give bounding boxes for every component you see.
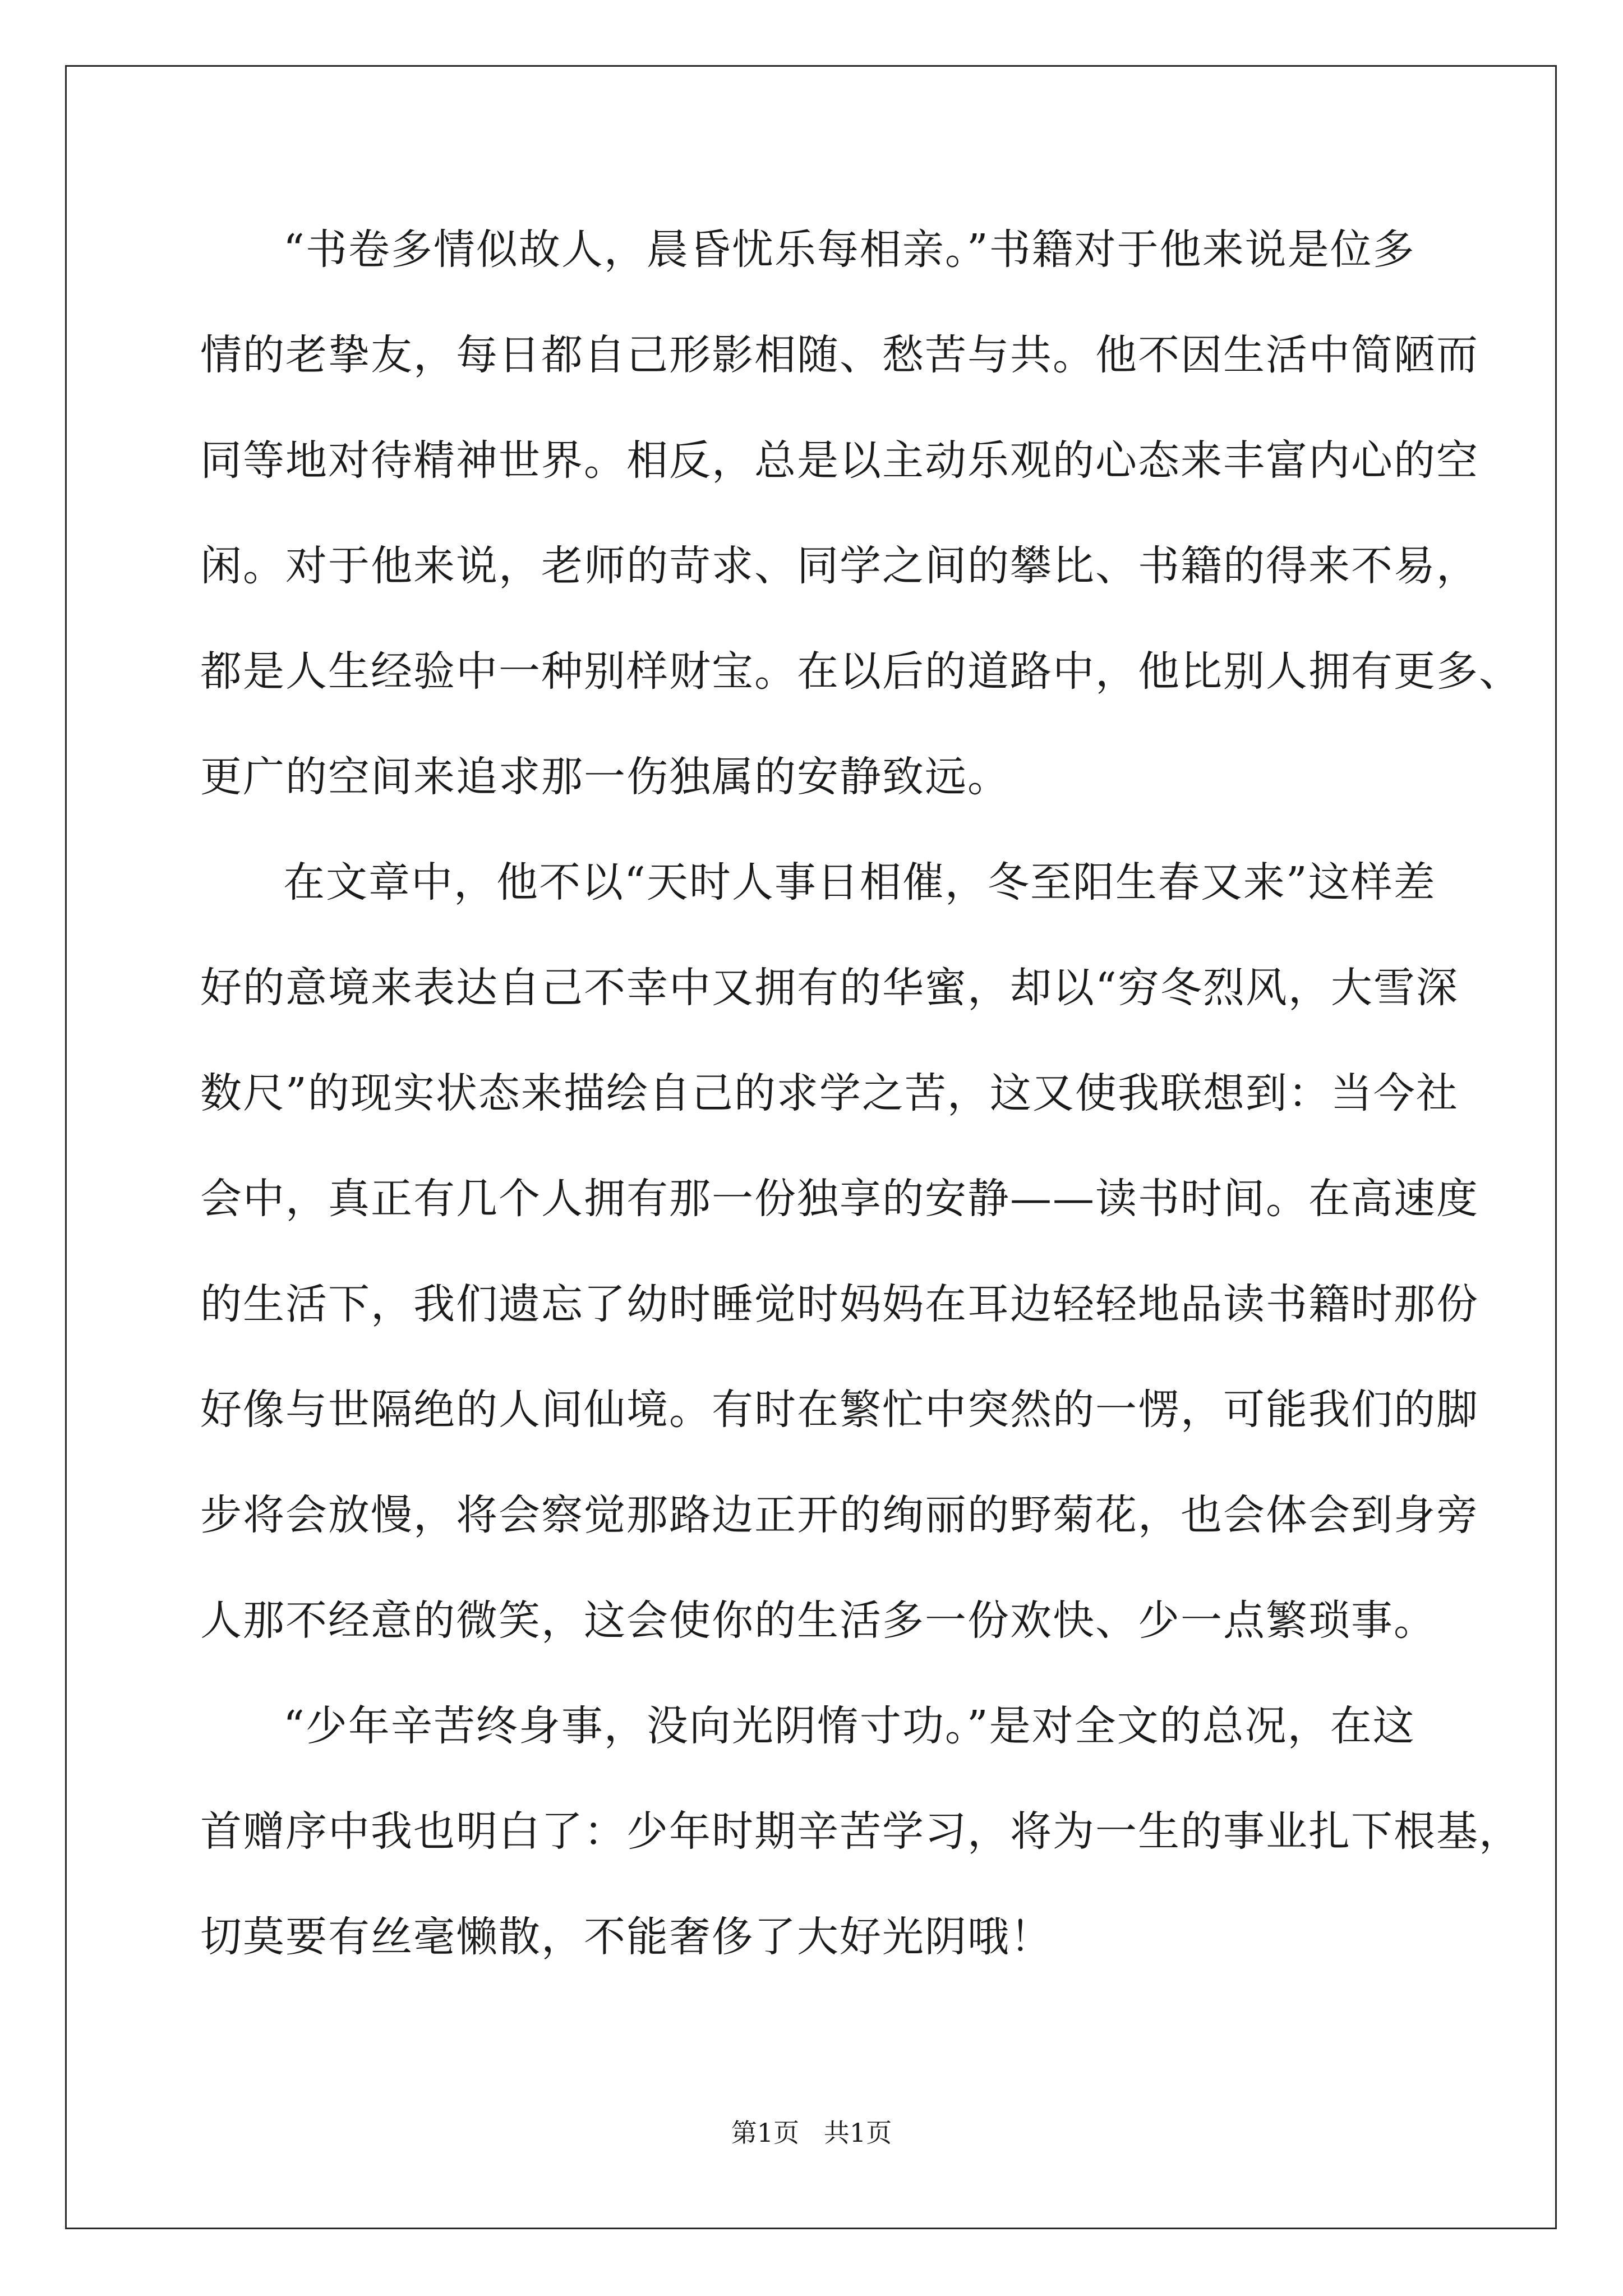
paragraph-2-line-1: 在文章中，他不以“天时人事日相催，冬至阳生春又来”这样差 bbox=[283, 858, 1436, 907]
paragraph-2-line-6: 好像与世隔绝的人间仙境。有时在繁忙中突然的一愣，可能我们的脚 bbox=[200, 1386, 1479, 1434]
paragraph-3-line-3: 切莫要有丝毫懒散，不能奢侈了大好光阴哦！ bbox=[200, 1913, 1053, 1961]
paragraph-1-line-5: 都是人生经验中一种别样财宝。在以后的道路中，他比别人拥有更多、 bbox=[200, 647, 1521, 696]
page-number-footer: 第1页 共1页 bbox=[731, 2118, 892, 2148]
paragraph-3-line-1: “少年辛苦终身事，没向光阴惰寸功。”是对全文的总况，在这 bbox=[283, 1702, 1415, 1750]
paragraph-1-line-1: “书卷多情似故人，晨昏忧乐每相亲。”书籍对于他来说是位多 bbox=[283, 226, 1415, 274]
paragraph-1-line-3: 同等地对待精神世界。相反，总是以主动乐观的心态来丰富内心的空 bbox=[200, 436, 1479, 485]
paragraph-1-line-6: 更广的空间来追求那一伤独属的安静致远。 bbox=[200, 753, 1010, 801]
paragraph-1-line-4: 闲。对于他来说，老师的苛求、同学之间的攀比、书籍的得来不易， bbox=[200, 542, 1479, 590]
paragraph-2-line-2: 好的意境来表达自己不幸中又拥有的华蜜，却以“穷冬烈风，大雪深 bbox=[200, 964, 1459, 1012]
paragraph-2-line-8: 人那不经意的微笑，这会使你的生活多一份欢快、少一点繁琐事。 bbox=[200, 1596, 1436, 1645]
paragraph-2-line-3: 数尺”的现实状态来描绘自己的求学之苦，这又使我联想到：当今社 bbox=[200, 1069, 1459, 1117]
paragraph-2-line-7: 步将会放慢，将会察觉那路边正开的绚丽的野菊花，也会体会到身旁 bbox=[200, 1491, 1479, 1539]
paragraph-2-line-5: 的生活下，我们遗忘了幼时睡觉时妈妈在耳边轻轻地品读书籍时那份 bbox=[200, 1280, 1479, 1328]
paragraph-2-line-4: 会中，真正有几个人拥有那一份独享的安静——读书时间。在高速度 bbox=[200, 1175, 1479, 1223]
paragraph-3-line-2: 首赠序中我也明白了：少年时期辛苦学习，将为一生的事业扎下根基， bbox=[200, 1807, 1521, 1856]
document-body bbox=[200, 216, 1521, 2009]
paragraph-1-line-2: 情的老挚友，每日都自己形影相随、愁苦与共。他不因生活中简陋而 bbox=[200, 331, 1479, 379]
